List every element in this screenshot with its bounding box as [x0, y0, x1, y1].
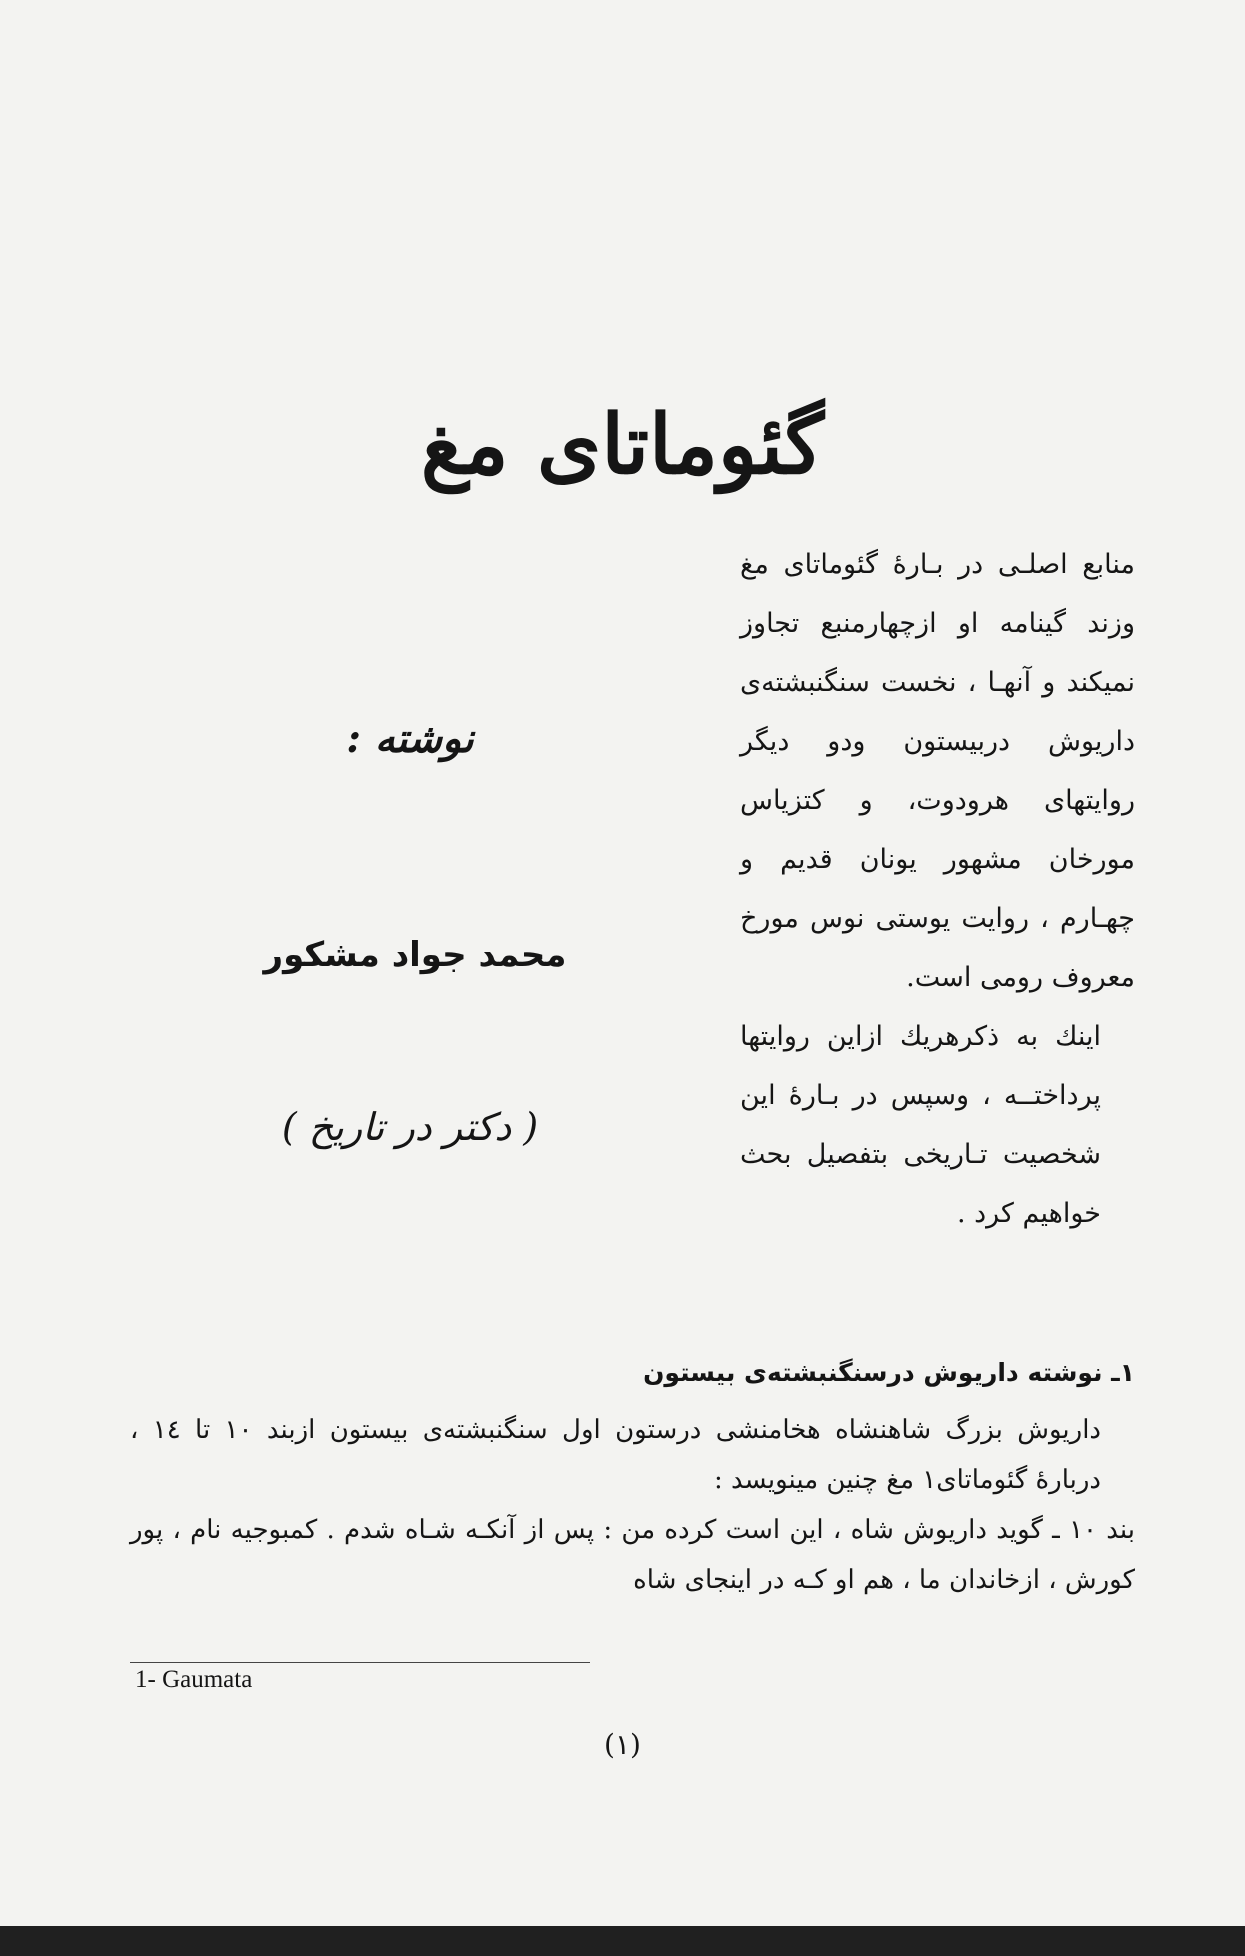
footnote-divider	[130, 1662, 590, 1663]
section-heading: ۱ـ نوشته داریوش درسنگنبشته‌ی بیستون	[643, 1358, 1135, 1387]
author-name: محمد جواد مشکور	[263, 935, 567, 975]
intro-paragraph: اینك به ذکرهریك ازاین روایتها پرداختــه ، وسپس در بـارهٔ این شخصیت تـاریخی بتفصیل بحث خواهیم کرد .	[740, 1021, 1101, 1229]
byline-label: نوشته :	[346, 715, 474, 762]
article-title: گئوماتای مغ	[420, 396, 825, 493]
body-paragraph: بند ۱۰ ـ گوید داریوش شاه ، این است کرده من : پس از آنکـه شـاه شدم . کمبوجیه نام ، پور کورش ، ازخاندان ما ، هم او کـه در اینجای شاه	[130, 1515, 1135, 1595]
footnote: 1- Gaumata	[135, 1666, 253, 1693]
body-paragraph: داریوش بزرگ شاهنشاه هخامنشی درستون اول سنگنبشته‌ی بیستون ازبند ۱۰ تا ۱٤ ، دربارهٔ گئوماتای۱ مغ چنین مینویسد :	[130, 1415, 1101, 1495]
intro-column	[740, 535, 1135, 1243]
scan-edge-bar	[0, 1926, 1245, 1956]
page-number: (۱)	[604, 1728, 641, 1761]
intro-paragraph: منابع اصلـی در بـارهٔ گئوماتای مغ وزند گینامه او ازچهارمنبع تجاوز نمیکند و آنهـا ، نخست سنگنبشته‌ی داریوش دربیستون ودو دیگر روایتهای هرودوت، و کتزیاس مورخان مشهور یونان قدیم و چهـارم ، روایت یوستی نوس مورخ معروف رومی است.	[740, 549, 1135, 993]
section-body	[130, 1405, 1135, 1605]
author-degree: ( دکتر در تاریخ )	[281, 1105, 539, 1149]
